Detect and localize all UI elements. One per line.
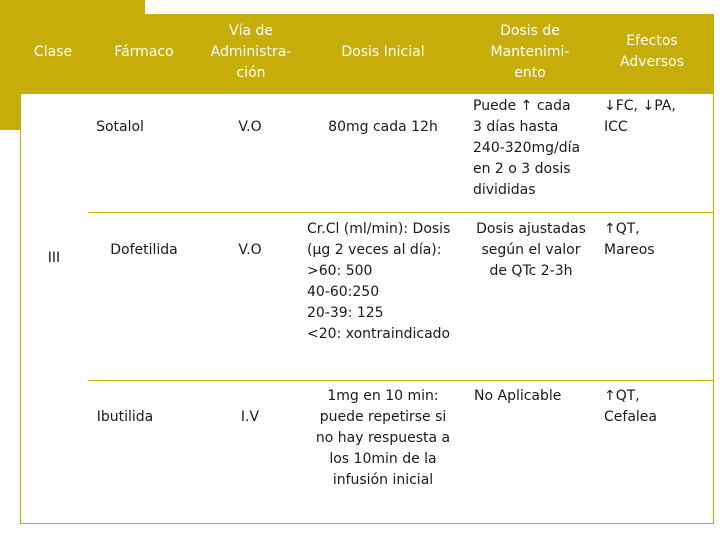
row-via: V.O [238,119,262,135]
accent-top-bar [0,0,145,14]
clase-value: III [47,250,61,266]
row-dosis-inicial: Cr.Cl (ml/min): Dosis (µg 2 veces al día): >60: 500 40-60:250 20-39: 125 <20: xontraindicado [307,221,451,342]
row-dosis-inicial: 1mg en 10 min: puede repetirse si no hay respuesta a los 10min de la infusión inicial [315,388,451,488]
header-via-administracion: Vía de Administra- ción [210,22,292,81]
row-divider [88,380,714,381]
row-divider [88,212,714,213]
row-farmaco: Ibutilida [96,409,154,425]
row-dosis-mantenimiento: Puede ↑ cada 3 días hasta 240-320mg/día en 2 o 3 dosis divididas [473,98,581,198]
header-farmaco: Fármaco [114,43,174,60]
row-efectos-adversos: ↑QT, Mareos [604,221,655,258]
row-farmaco: Dofetilida [110,242,178,258]
row-efectos-adversos: ↑QT, Cefalea [604,388,657,425]
row-dosis-mantenimiento: No Aplicable [474,388,562,404]
header-dosis-inicial: Dosis Inicial [341,43,425,60]
accent-left-bar [0,0,20,130]
row-efectos-adversos: ↓FC, ↓PA, ICC [604,98,676,135]
row-dosis-mantenimiento: Dosis ajustadas según el valor de QTc 2-3h [476,221,586,279]
header-clase: Clase [33,43,73,60]
header-dosis-mantenimiento: Dosis de Mantenimi- ento [490,22,570,81]
row-farmaco: Sotalol [96,119,144,135]
row-dosis-inicial: 80mg cada 12h [328,119,438,135]
row-via: I.V [240,409,260,425]
row-via: V.O [238,242,262,258]
header-efectos-adversos: Efectos Adversos [619,33,685,70]
